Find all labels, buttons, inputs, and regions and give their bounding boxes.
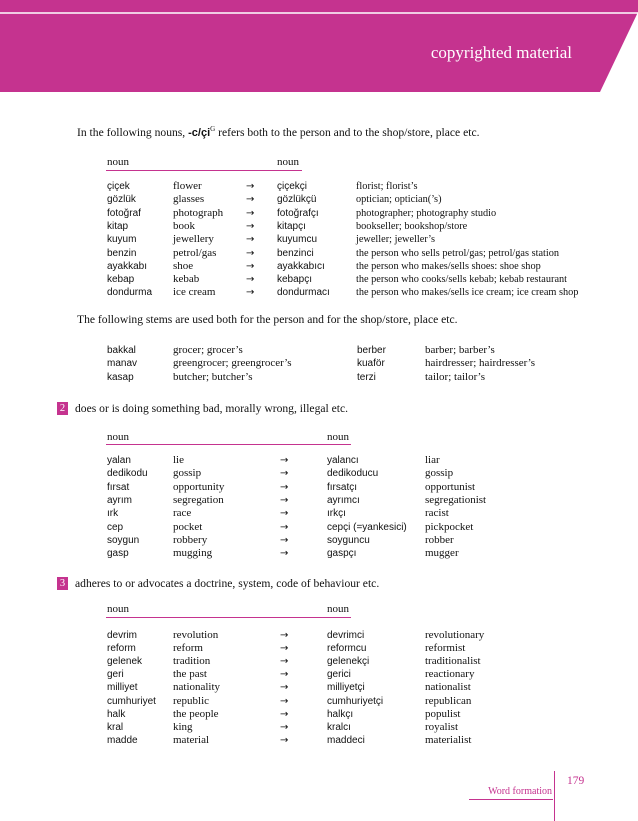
cell-derived-word: çiçekçi <box>277 181 308 192</box>
cell-root-word: ayrım <box>107 494 132 506</box>
cell-derived-word: benzinci <box>277 247 314 259</box>
cell-arrow: → <box>280 708 289 720</box>
cell-root-word: devrim <box>107 630 138 641</box>
cell-root-meaning: pocket <box>173 520 203 533</box>
cell-root-meaning: shoe <box>173 259 194 272</box>
cell-root-word: madde <box>107 734 138 746</box>
table-row <box>0 454 638 467</box>
cell-derived-word: maddeci <box>327 734 365 746</box>
cell-root-word: geri <box>107 669 124 681</box>
table-row <box>0 642 638 655</box>
table1-header-left: noun <box>107 156 129 168</box>
cell-derived-word: ayakkabıcı <box>277 260 325 272</box>
page-number-divider <box>554 771 555 821</box>
header-title: copyrighted material <box>430 43 572 62</box>
cell-derived-meaning: racist <box>425 507 449 520</box>
cell-derived-meaning: materialist <box>425 733 472 746</box>
cell-derived-word: gaspçı <box>327 548 357 560</box>
cell-derived-word: cumhuriyetçi <box>327 695 384 707</box>
cell-derived-word: reformcu <box>327 643 367 655</box>
cell-derived-word: ırkçı <box>327 508 346 520</box>
section3-header-left: noun <box>107 603 129 615</box>
cell-root-meaning: robbery <box>173 533 208 546</box>
cell-stem-word: bakkal <box>107 345 136 356</box>
cell-stem-word: kuaför <box>357 358 385 370</box>
cell-derived-word: kuyumcu <box>277 234 318 246</box>
cell-stem-meaning: grocer; grocer’s <box>173 344 243 356</box>
cell-root-meaning: ice cream <box>173 286 216 299</box>
cell-derived-word: dondurmacı <box>277 287 330 299</box>
cell-derived-meaning: traditionalist <box>425 655 481 668</box>
cell-derived-word: cepçi (=yankesici) <box>327 521 407 533</box>
section3-header-rule <box>106 617 351 618</box>
cell-root-word: ırk <box>107 508 119 520</box>
footer-label: Word formation <box>488 786 552 797</box>
table-row <box>0 547 638 560</box>
cell-derived-meaning: optician; optician(’s) <box>356 194 442 206</box>
cell-derived-word: dedikoducu <box>327 468 379 480</box>
cell-root-word: ayakkabı <box>107 260 148 272</box>
section3-header-right: noun <box>327 603 349 615</box>
cell-derived-meaning: the person who cooks/sells kebab; kebab restaurant <box>356 274 568 286</box>
section2-header-right: noun <box>327 431 349 443</box>
intro-sentence <box>77 125 480 139</box>
cell-root-meaning: race <box>173 507 192 520</box>
table-row <box>0 494 638 507</box>
cell-root-word: halk <box>107 708 126 720</box>
table-row <box>0 273 638 286</box>
cell-root-meaning: republic <box>173 694 210 707</box>
cell-root-meaning: reform <box>173 642 203 655</box>
cell-root-meaning: material <box>173 733 210 746</box>
cell-derived-meaning: liar <box>425 454 440 466</box>
cell-root-meaning: petrol/gas <box>173 246 217 259</box>
table-row <box>0 286 638 299</box>
section2-header-left: noun <box>107 431 129 443</box>
cell-derived-meaning: segregationist <box>425 493 487 506</box>
cell-derived-word: gelenekçi <box>327 656 370 668</box>
cell-root-word: çiçek <box>107 181 130 192</box>
cell-root-meaning: flower <box>173 180 202 192</box>
cell-derived-meaning: the person who makes/sells ice cream; ice cream shop <box>356 287 579 299</box>
cell-arrow: → <box>280 721 289 733</box>
cell-stem-word: berber <box>357 345 386 356</box>
cell-stem-word: kasap <box>107 371 134 383</box>
cell-derived-word: yalancı <box>327 455 359 466</box>
cell-root-word: gelenek <box>107 656 143 668</box>
cell-arrow: → <box>280 630 289 641</box>
cell-root-meaning: kebab <box>173 273 200 286</box>
cell-arrow: → <box>280 656 289 668</box>
cell-root-word: dondurma <box>107 287 153 299</box>
table1-header-right: noun <box>277 156 299 168</box>
cell-arrow: → <box>280 468 289 480</box>
cell-derived-meaning: the person who sells petrol/gas; petrol/gas station <box>356 247 560 259</box>
intro-superscript: G <box>210 125 216 133</box>
table1-header-rule <box>106 170 302 171</box>
cell-root-meaning: tradition <box>173 655 211 668</box>
cell-derived-word: kebapçı <box>277 274 313 286</box>
table-row <box>0 193 638 206</box>
table-row <box>0 220 638 233</box>
cell-derived-meaning: opportunist <box>425 480 476 493</box>
cell-arrow: → <box>280 548 289 560</box>
cell-arrow: → <box>280 734 289 746</box>
table-row <box>0 534 638 547</box>
cell-arrow: → <box>280 669 289 681</box>
cell-derived-meaning: nationalist <box>425 681 471 694</box>
cell-root-meaning: jewellery <box>173 233 214 246</box>
intro-suffix: -c/çi <box>188 126 211 139</box>
cell-root-word: kebap <box>107 274 135 286</box>
table-row <box>0 233 638 246</box>
cell-root-meaning: glasses <box>173 193 205 206</box>
cell-derived-meaning: bookseller; bookshop/store <box>356 220 468 232</box>
table-row <box>0 507 638 520</box>
cell-arrow: → <box>280 494 289 506</box>
cell-arrow: → <box>246 220 255 232</box>
cell-root-meaning: segregation <box>173 493 224 506</box>
cell-root-meaning: the people <box>173 707 219 720</box>
cell-derived-meaning: reformist <box>425 642 466 655</box>
cell-derived-meaning: photographer; photography studio <box>356 207 497 219</box>
cell-derived-meaning: pickpocket <box>425 520 474 533</box>
cell-root-word: milliyet <box>107 682 138 694</box>
cell-root-word: fotoğraf <box>107 207 141 219</box>
section3-title: adheres to or advocates a doctrine, system, code of behaviour etc. <box>75 577 380 590</box>
cell-root-word: kuyum <box>107 234 137 246</box>
cell-arrow: → <box>246 287 255 299</box>
cell-arrow: → <box>280 682 289 694</box>
section2-title: does or is doing something bad, morally wrong, illegal etc. <box>75 402 349 415</box>
cell-root-meaning: lie <box>173 454 184 466</box>
table-row <box>0 681 638 694</box>
cell-derived-word: kralcı <box>327 721 351 733</box>
cell-derived-word: milliyetçi <box>327 682 365 694</box>
footer-rule <box>469 799 553 800</box>
table-row <box>0 260 638 273</box>
cell-root-word: gasp <box>107 548 129 560</box>
table-row <box>0 708 638 721</box>
cell-derived-word: fotoğrafçı <box>277 207 319 219</box>
table-row <box>0 247 638 260</box>
cell-derived-meaning: florist; florist’s <box>356 181 418 192</box>
cell-arrow: → <box>280 508 289 520</box>
cell-arrow: → <box>246 194 255 206</box>
cell-arrow: → <box>246 274 255 286</box>
table-row <box>0 721 638 734</box>
cell-arrow: → <box>280 643 289 655</box>
cell-stem-meaning: hairdresser; hairdresser’s <box>425 357 536 370</box>
cell-root-meaning: revolution <box>173 629 219 641</box>
cell-root-meaning: mugging <box>173 547 213 560</box>
cell-derived-meaning: jeweller; jeweller’s <box>356 234 436 246</box>
cell-derived-word: devrimci <box>327 630 365 641</box>
cell-derived-word: halkçı <box>327 708 354 720</box>
cell-stem-word: manav <box>107 358 138 370</box>
cell-derived-word: soyguncu <box>327 534 370 546</box>
cell-arrow: → <box>246 260 255 272</box>
cell-root-word: fırsat <box>107 481 130 493</box>
cell-root-meaning: photograph <box>173 206 224 219</box>
cell-derived-word: gözlükçü <box>277 194 317 206</box>
cell-derived-meaning: populist <box>425 707 461 720</box>
cell-root-word: dedikodu <box>107 468 148 480</box>
table-row <box>0 207 638 220</box>
table-row <box>0 655 638 668</box>
cell-root-meaning: nationality <box>173 681 221 694</box>
section2-badge: 2 <box>57 402 68 415</box>
table-row <box>0 734 638 747</box>
cell-root-meaning: king <box>173 720 193 733</box>
cell-derived-meaning: mugger <box>425 547 459 560</box>
cell-root-meaning: opportunity <box>173 480 225 493</box>
intro-before: In the following nouns, <box>77 125 189 139</box>
cell-root-word: benzin <box>107 247 137 259</box>
cell-root-word: kral <box>107 721 124 733</box>
cell-derived-word: fırsatçı <box>327 481 358 493</box>
cell-root-word: yalan <box>107 455 131 466</box>
table-row <box>0 180 638 193</box>
cell-arrow: → <box>280 695 289 707</box>
cell-arrow: → <box>246 234 255 246</box>
table-row <box>0 371 638 384</box>
table-row <box>0 521 638 534</box>
cell-root-word: soygun <box>107 534 140 546</box>
cell-root-meaning: the past <box>173 668 207 681</box>
section2-header-rule <box>106 444 351 445</box>
cell-derived-meaning: republican <box>425 694 472 707</box>
cell-root-word: cep <box>107 521 124 533</box>
cell-derived-meaning: robber <box>425 533 454 546</box>
cell-arrow: → <box>280 534 289 546</box>
cell-derived-meaning: gossip <box>425 467 454 480</box>
cell-root-word: gözlük <box>107 194 136 206</box>
cell-derived-word: kitapçı <box>277 220 306 232</box>
cell-derived-word: ayrımcı <box>327 494 360 506</box>
cell-stem-meaning: butcher; butcher’s <box>173 370 253 383</box>
table-row <box>0 481 638 494</box>
cell-arrow: → <box>280 455 289 466</box>
cell-root-meaning: book <box>173 219 195 232</box>
cell-derived-meaning: royalist <box>425 720 458 733</box>
cell-stem-meaning: tailor; tailor’s <box>425 370 485 383</box>
cell-derived-meaning: revolutionary <box>425 629 485 641</box>
table-row <box>0 357 638 370</box>
page-number: 179 <box>567 775 585 787</box>
intro-after: refers both to the person and to the shop/store, place etc. <box>215 125 480 139</box>
cell-stem-meaning: barber; barber’s <box>425 344 495 356</box>
section3-badge: 3 <box>57 577 68 590</box>
cell-stem-meaning: greengrocer; greengrocer’s <box>173 357 292 370</box>
cell-derived-meaning: reactionary <box>425 668 475 681</box>
cell-derived-word: gerici <box>327 669 351 681</box>
table-row <box>0 467 638 480</box>
cell-arrow: → <box>280 521 289 533</box>
cell-root-word: cumhuriyet <box>107 695 156 707</box>
cell-root-word: kitap <box>107 220 129 232</box>
stems-intro: The following stems are used both for the person and for the shop/store, place etc. <box>77 313 458 326</box>
cell-derived-meaning: the person who makes/sells shoes: shoe shop <box>356 260 541 272</box>
table-row <box>0 344 638 357</box>
cell-arrow: → <box>246 207 255 219</box>
table-row <box>0 629 638 642</box>
cell-arrow: → <box>280 481 289 493</box>
cell-arrow: → <box>246 181 255 192</box>
cell-stem-word: terzi <box>357 371 376 383</box>
cell-root-meaning: gossip <box>173 467 202 480</box>
table-row <box>0 695 638 708</box>
cell-root-word: reform <box>107 643 136 655</box>
cell-arrow: → <box>246 247 255 259</box>
table-row <box>0 668 638 681</box>
